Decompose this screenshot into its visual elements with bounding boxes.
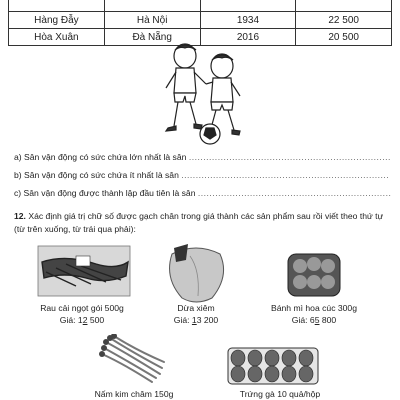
product-eggs — [220, 388, 340, 400]
table-cell — [296, 0, 392, 12]
exercise-text: Xác định giá trị chữ số được gạch chân trong giá thành các sản phẩm sau rồi viết theo thứ tự (từ trên xuống, từ trái qua phải): — [14, 211, 384, 234]
question-b — [14, 170, 389, 180]
table-cell — [200, 0, 296, 12]
product-enoki — [74, 388, 194, 400]
enoki-mushroom-image — [98, 334, 168, 384]
table-cell: 1934 — [200, 12, 296, 29]
table-cell — [9, 0, 105, 12]
underlined-digit: 1 — [191, 315, 197, 325]
table-row — [9, 12, 392, 29]
table-cell: Hàng Đẫy — [9, 12, 105, 29]
question-text: a) Sân vận động có sức chứa lớn nhất là sân — [14, 152, 187, 162]
table-cell: 2016 — [200, 29, 296, 46]
answer-blank[interactable]: ........................................................................ — [181, 170, 390, 180]
egg-carton-image — [224, 344, 322, 388]
product-name: Nấm kim châm 150g — [94, 389, 174, 399]
table-cell: Đà Nẵng — [104, 29, 200, 46]
table-cell: 22 500 — [296, 12, 392, 29]
answer-blank[interactable]: ...................................................................... — [188, 152, 391, 162]
product-price: Giá: 12 500 — [59, 315, 105, 325]
mustard-greens-image — [36, 242, 132, 300]
question-c — [14, 188, 391, 198]
product-price: Giá: 65 800 — [291, 315, 337, 325]
exercise-number: 12. — [14, 211, 26, 221]
answer-blank[interactable]: ................................................................... — [197, 188, 392, 198]
product-price: Giá: 13 200 — [173, 315, 219, 325]
product-name: Trứng gà 10 quả/hộp — [239, 389, 321, 399]
table-cell: Hòa Xuân — [9, 29, 105, 46]
product-name: Bánh mì hoa cúc 300g — [271, 303, 357, 313]
product-name: Dừa xiêm — [177, 303, 215, 313]
question-text: b) Sân vận động có sức chứa ít nhất là sân — [14, 170, 179, 180]
exercise-12 — [14, 210, 392, 236]
product-coconut — [146, 302, 246, 326]
table-row — [9, 0, 392, 12]
product-mustard-greens — [20, 302, 144, 326]
product-brioche — [252, 302, 376, 326]
underlined-digit: 5 — [314, 315, 320, 325]
kids-playing-football-illustration — [150, 38, 250, 148]
product-name: Rau cải ngọt gói 500g — [40, 303, 124, 313]
table-cell: 20 500 — [296, 29, 392, 46]
brioche-bread-image — [284, 246, 344, 300]
table-cell — [104, 0, 200, 12]
table-cell: Hà Nội — [104, 12, 200, 29]
underlined-digit: 2 — [82, 315, 88, 325]
question-a — [14, 152, 391, 162]
question-text: c) Sân vận động được thành lập đầu tiên là sân — [14, 188, 196, 198]
coconut-image — [160, 240, 232, 306]
